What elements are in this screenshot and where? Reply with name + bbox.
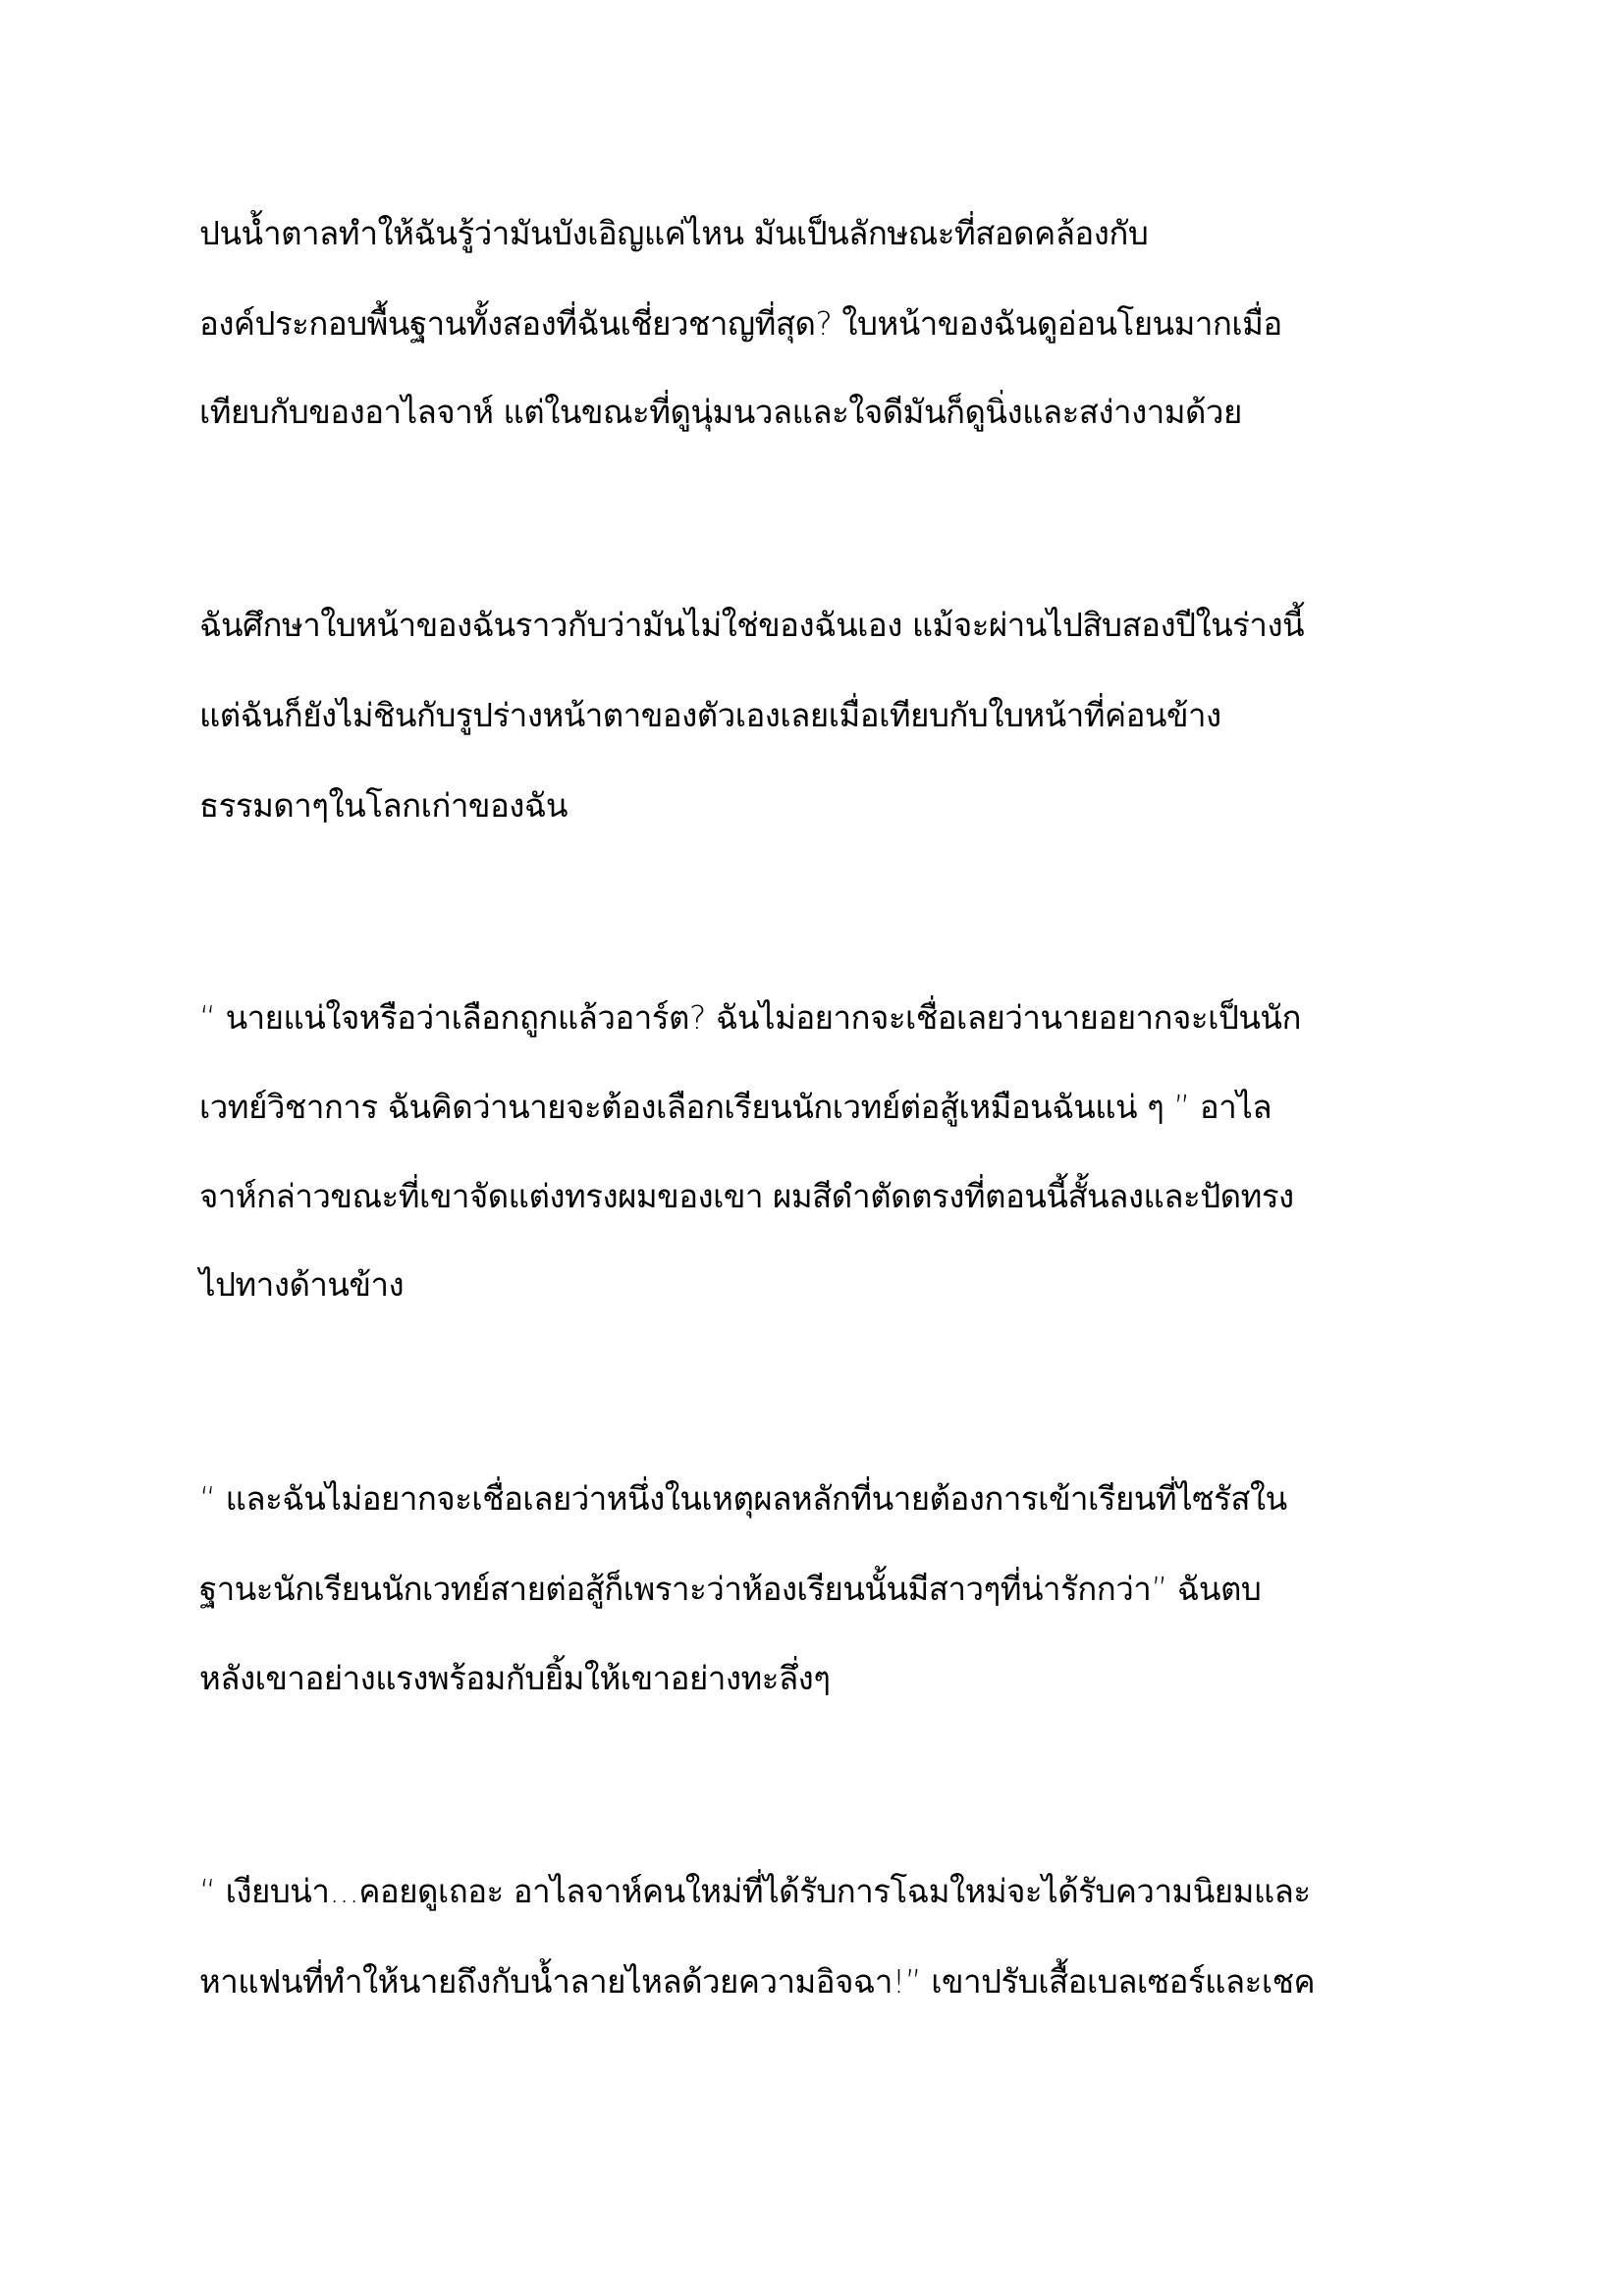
paragraph-3-line-2: เวทย์วิชาการ ฉันคิดว่านายจะต้องเลือกเรียนนักเวทย์ต่อสู้เหมือนฉันแน่ ๆ ” อาไล: [199, 1088, 1272, 1126]
paragraph-1-line-1: ปนน้ำตาลทำให้ฉันรู้ว่ามันบังเอิญแค่ไหน มันเป็นลักษณะที่สอดคล้องกับ: [199, 214, 1149, 252]
paragraph-5-line-1: “ เงียบน่า...คอยดูเถอะ อาไลจาห์คนใหม่ที่ได้รับการโฉมใหม่จะได้รับความนิยมและ: [199, 1872, 1311, 1910]
paragraph-3-line-4: ไปทางด้านข้าง: [199, 1265, 405, 1304]
paragraph-5-line-2: หาแฟนที่ทำให้นายถึงกับน้ำลายไหลด้วยความอิจฉา!” เขาปรับเสื้อเบลเซอร์และเชค: [199, 1962, 1316, 2001]
paragraph-2-line-2: แต่ฉันก็ยังไม่ชินกับรูปร่างหน้าตาของตัวเองเลยเมื่อเทียบกับใบหน้าที่ค่อนข้าง: [199, 696, 1221, 734]
paragraph-3-line-3: จาห์กล่าวขณะที่เขาจัดแต่งทรงผมของเขา ผมสีดำตัดตรงที่ตอนนี้สั้นลงและปัดทรง: [199, 1177, 1294, 1215]
paragraph-3-line-1: “ นายแน่ใจหรือว่าเลือกถูกแล้วอาร์ต? ฉันไม่อยากจะเชื่อเลยว่านายอยากจะเป็นนัก: [199, 998, 1301, 1037]
paragraph-1-line-3: เทียบกับของอาไลจาห์ แต่ในขณะที่ดูนุ่มนวลและใจดีมันก็ดูนิ่งและสง่างามด้วย: [199, 393, 1242, 431]
paragraph-2-line-1: ฉันศึกษาใบหน้าของฉันราวกับว่ามันไม่ใช่ของฉันเอง แม้จะผ่านไปสิบสองปีในร่างนี้: [199, 606, 1305, 644]
paragraph-1-line-2: องค์ประกอบพื้นฐานทั้งสองที่ฉันเชี่ยวชาญที่สุด? ใบหน้าของฉันดูอ่อนโยนมากเมื่อ: [199, 304, 1282, 343]
paragraph-4-line-3: หลังเขาอย่างแรงพร้อมกับยิ้มให้เขาอย่างทะลึ่งๆ: [199, 1659, 831, 1697]
paragraph-4-line-2: ฐานะนักเรียนนักเวทย์สายต่อสู้ก็เพราะว่าห้องเรียนนั้นมีสาวๆที่น่ารักกว่า” ฉันตบ: [199, 1570, 1262, 1608]
paragraph-4-line-1: “ และฉันไม่อยากจะเชื่อเลยว่าหนึ่งในเหตุผลหลักที่นายต้องการเข้าเรียนที่ไซรัสใน: [199, 1479, 1287, 1518]
paragraph-2-line-3: ธรรมดาๆในโลกเก่าของฉัน: [199, 786, 568, 825]
